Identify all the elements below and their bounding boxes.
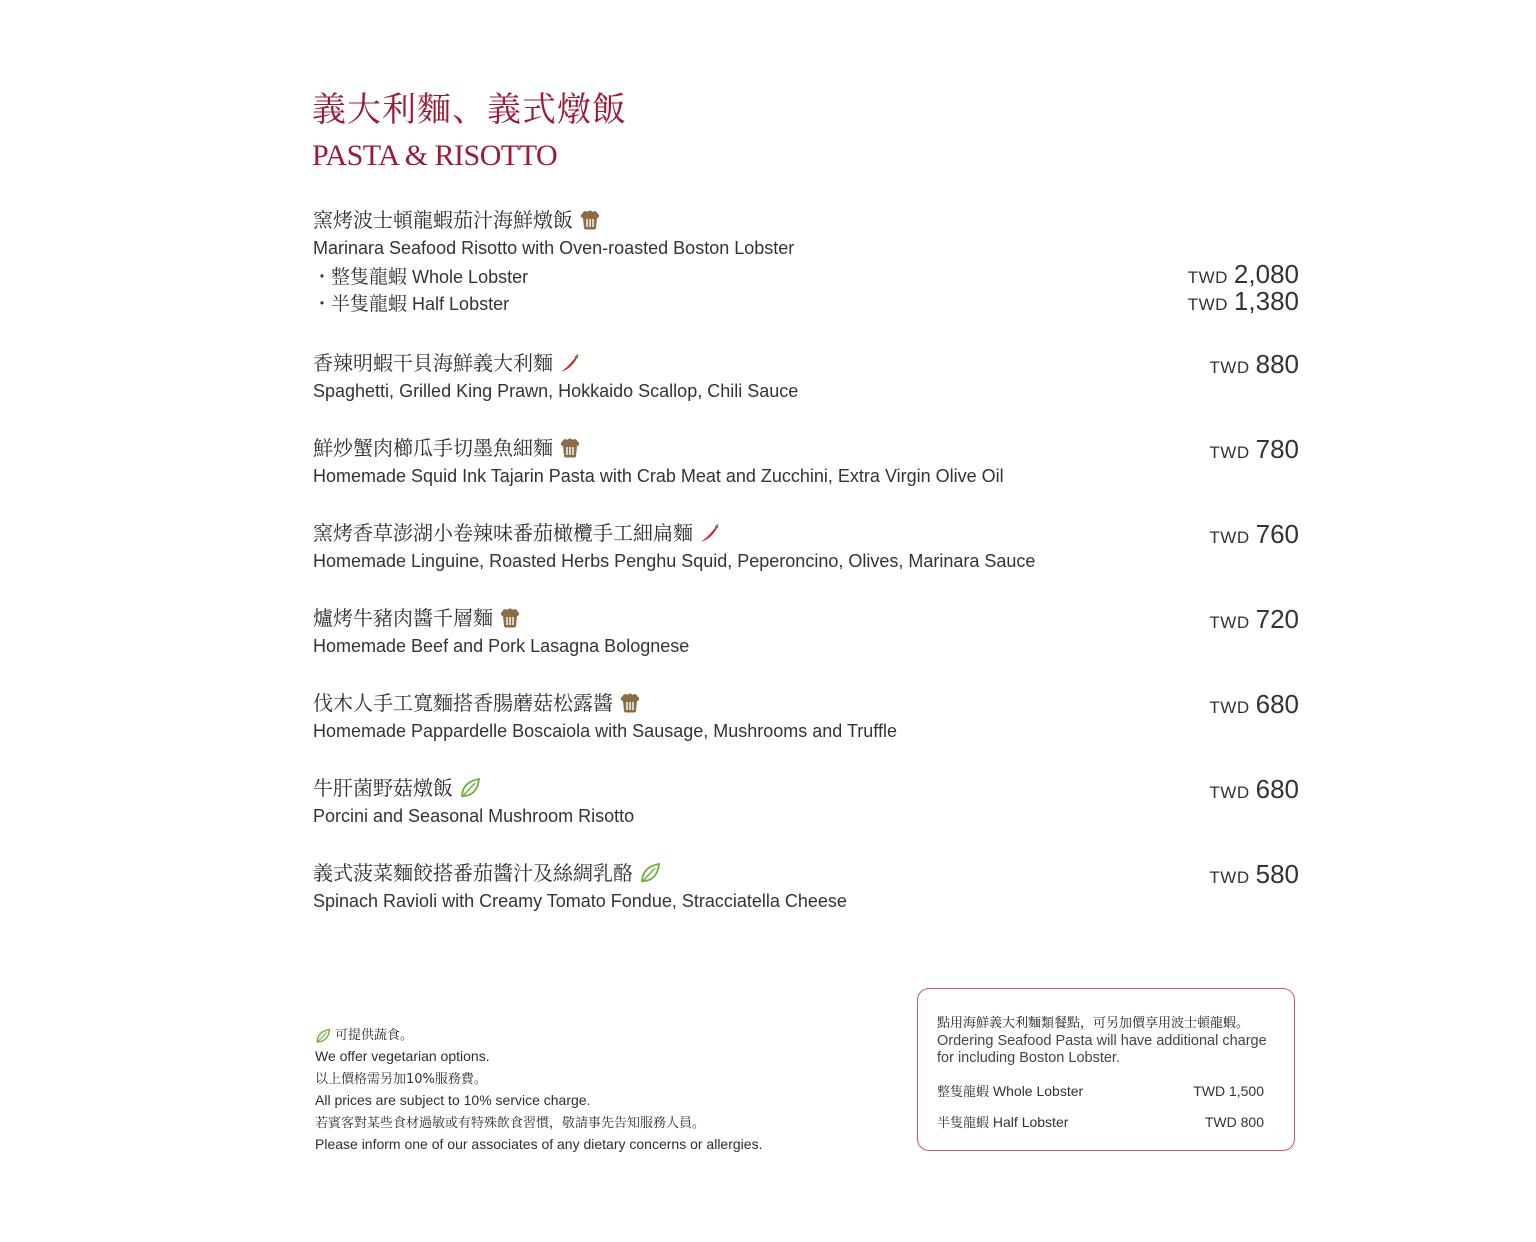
item-option: ・整隻龍蝦 Whole Lobster TWD 2,080 xyxy=(313,259,1299,289)
service-note-en: All prices are subject to 10% service charge. xyxy=(315,1092,591,1108)
option-name-zh: 整隻龍蝦 xyxy=(331,266,408,288)
allergy-note-zh: 若賓客對某些食材過敏或有特殊飲食習慣，敬請事先告知服務人員。 xyxy=(315,1116,706,1131)
item-name-en: Homemade Pappardelle Boscaiola with Sausage, Mushrooms and Truffle xyxy=(313,721,897,741)
item-name-zh: 窯烤香草澎湖小卷辣味番茄橄欖手工細扁麵 xyxy=(313,521,693,545)
item-name-en: Homemade Squid Ink Tajarin Pasta with Crab Meat and Zucchini, Extra Virgin Olive Oil xyxy=(313,466,1004,486)
item-name-zh: 牛肝菌野菇燉飯 xyxy=(313,776,453,800)
menu-item xyxy=(313,434,1299,488)
chef-hat-icon xyxy=(579,209,601,231)
menu-item xyxy=(313,859,1299,913)
addon-name-en: Half Lobster xyxy=(992,1114,1069,1130)
addon-name-en: Whole Lobster xyxy=(992,1083,1084,1099)
menu-item xyxy=(313,206,1299,318)
item-name-zh: 義式菠菜麵餃搭番茄醬汁及絲綢乳酪 xyxy=(313,861,633,885)
menu-item xyxy=(313,349,1299,403)
item-price: TWD 780 xyxy=(1209,434,1299,464)
chef-hat-icon xyxy=(499,607,521,629)
item-name-en: Spaghetti, Grilled King Prawn, Hokkaido Scallop, Chili Sauce xyxy=(313,381,799,401)
item-name-en: Marinara Seafood Risotto with Oven-roasted Boston Lobster xyxy=(313,238,795,258)
item-name-zh: 爐烤牛豬肉醬千層麵 xyxy=(313,606,493,630)
addon-row xyxy=(937,1112,1274,1134)
chef-hat-icon xyxy=(619,692,641,714)
addon-header-en: Ordering Seafood Pasta will have additional charge for including Boston Lobster. xyxy=(937,1033,1267,1066)
item-name-en: Spinach Ravioli with Creamy Tomato Fondue, Stracciatella Cheese xyxy=(313,891,847,911)
menu-item xyxy=(313,604,1299,658)
leaf-icon xyxy=(315,1028,331,1044)
item-option: ・半隻龍蝦 Half Lobster TWD 1,380 xyxy=(313,286,1299,316)
item-price: TWD 760 xyxy=(1209,519,1299,549)
addon-name-zh: 半隻龍蝦 xyxy=(937,1116,990,1131)
item-name-en: Porcini and Seasonal Mushroom Risotto xyxy=(313,806,635,826)
addon-name-zh: 整隻龍蝦 xyxy=(937,1085,990,1100)
leaf-icon xyxy=(639,862,661,884)
veg-note-zh: 可提供蔬食。 xyxy=(335,1028,414,1043)
option-price: TWD 1,380 xyxy=(1187,286,1299,316)
chili-icon xyxy=(699,522,721,544)
option-name-en: Whole Lobster xyxy=(412,267,529,287)
section-title-zh: 義大利麵、義式燉飯 xyxy=(312,90,627,130)
addon-price: TWD 1,500 xyxy=(1193,1083,1264,1099)
menu-item xyxy=(313,519,1299,573)
service-note-zh: 以上價格需另加10%服務費。 xyxy=(315,1072,487,1087)
veg-note-en: We offer vegetarian options. xyxy=(315,1048,490,1064)
menu-item xyxy=(313,774,1299,828)
allergy-note-en: Please inform one of our associates of any dietary concerns or allergies. xyxy=(315,1136,763,1152)
lobster-addon-box xyxy=(917,988,1295,1151)
leaf-icon xyxy=(459,777,481,799)
option-name-en: Half Lobster xyxy=(412,294,510,314)
item-name-zh: 伐木人手工寬麵搭香腸蘑菇松露醬 xyxy=(313,691,613,715)
item-price: TWD 880 xyxy=(1209,349,1299,379)
item-price: TWD 680 xyxy=(1209,774,1299,804)
item-price: TWD 580 xyxy=(1209,859,1299,889)
item-price: TWD 680 xyxy=(1209,689,1299,719)
item-name-en: Homemade Beef and Pork Lasagna Bolognese xyxy=(313,636,690,656)
chili-icon xyxy=(559,352,581,374)
section-title-en: PASTA & RISOTTO xyxy=(312,139,558,172)
menu-item xyxy=(313,689,1299,743)
option-name-zh: 半隻龍蝦 xyxy=(331,293,408,315)
chef-hat-icon xyxy=(559,437,581,459)
item-name-en: Homemade Linguine, Roasted Herbs Penghu Squid, Peperoncino, Olives, Marinara Sauce xyxy=(313,551,1036,571)
footnotes xyxy=(315,1026,875,1154)
item-price: TWD 720 xyxy=(1209,604,1299,634)
addon-header-zh: 點用海鮮義大利麵類餐點，可另加價享用波士頓龍蝦。 xyxy=(937,1016,1250,1031)
option-price: TWD 2,080 xyxy=(1187,259,1299,289)
addon-row xyxy=(937,1081,1274,1103)
addon-price: TWD 800 xyxy=(1204,1114,1264,1130)
item-name-zh: 鮮炒蟹肉櫛瓜手切墨魚細麵 xyxy=(313,436,553,460)
item-name-zh: 窯烤波士頓龍蝦茄汁海鮮燉飯 xyxy=(313,208,573,232)
item-name-zh: 香辣明蝦干貝海鮮義大利麵 xyxy=(313,351,553,375)
